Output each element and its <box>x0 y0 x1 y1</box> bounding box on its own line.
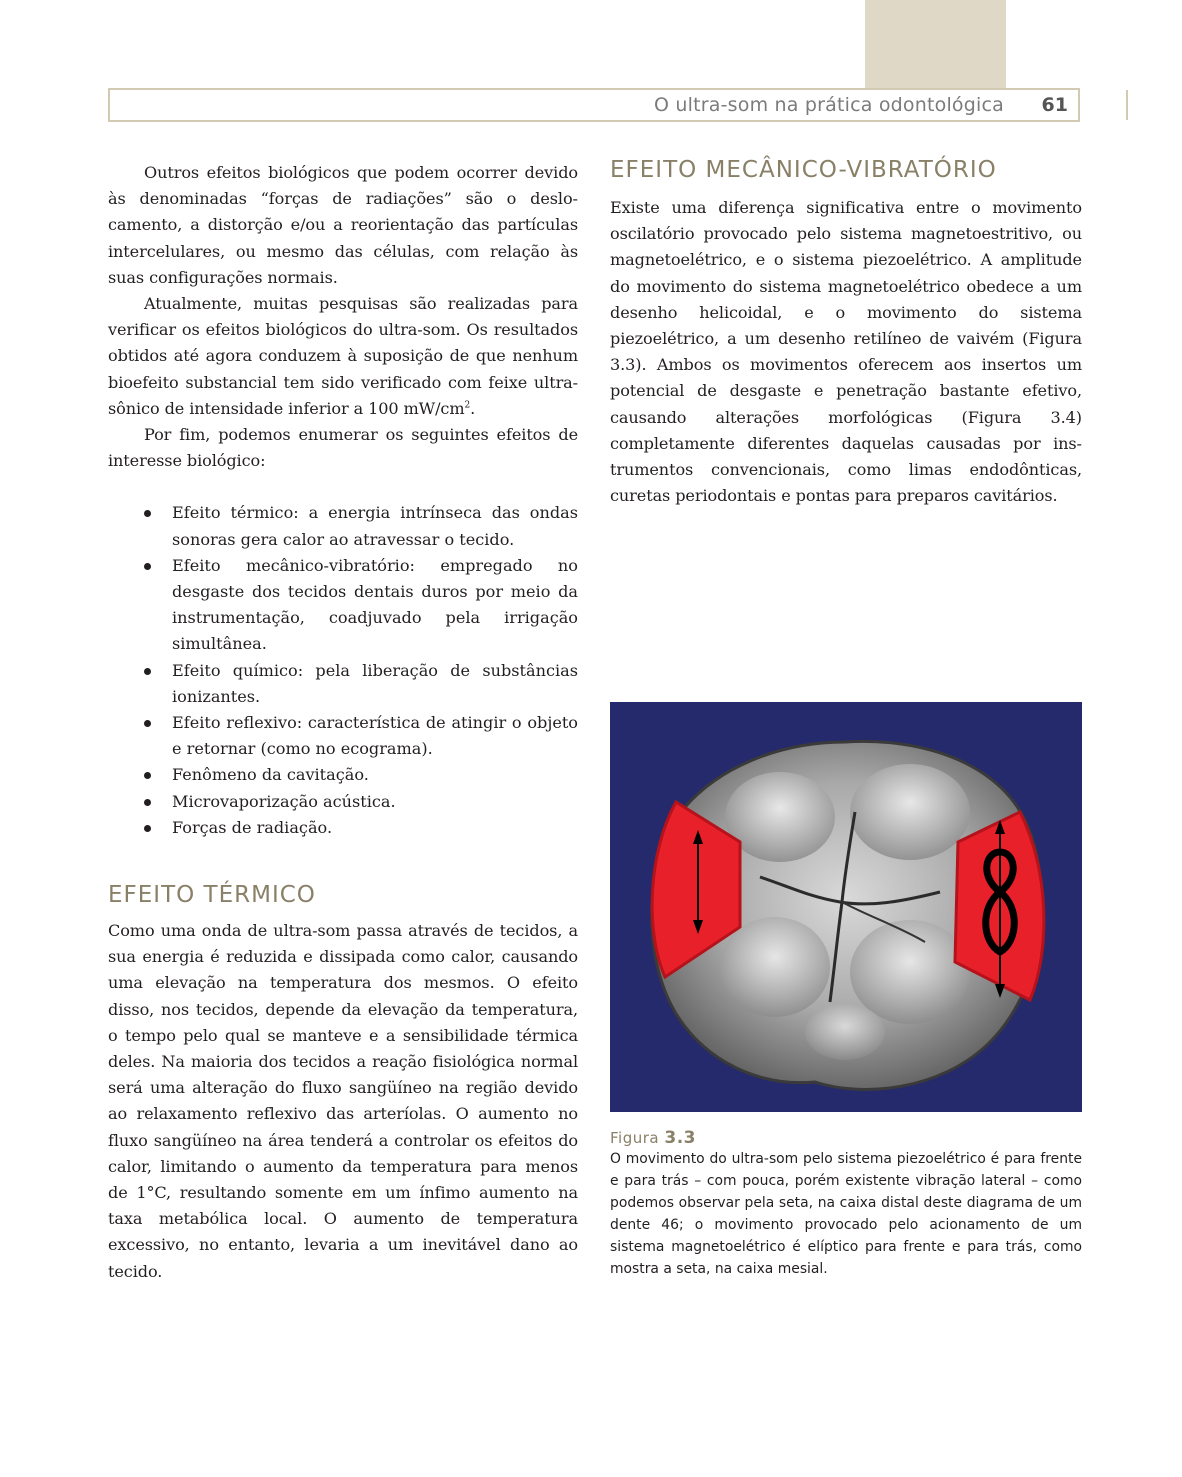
figure-label-number: 3.3 <box>664 1128 696 1148</box>
right-column <box>610 155 1082 509</box>
heading-efeito-termico: EFEITO TÉRMICO <box>108 882 316 908</box>
cusp <box>850 764 970 860</box>
paragraph-research <box>108 291 578 422</box>
header-divider <box>1126 90 1128 120</box>
cusp <box>805 1004 885 1060</box>
figure-caption-text: O movimento do ultra-som pelo sistema piezoelétrico é para frente e para trás – com pouca, porém existente vibração lateral – como podemos observar pela seta, na caixa distal deste diagrama de um dente 46; o movimento provocado pelo acionamento de um sistema magnetoelétrico é elíptico para frente e para trás, como mostra a seta, na caixa mesial. <box>610 1151 1082 1277</box>
paragraph-enumerate: Por fim, podemos enumerar os seguintes efeitos de interesse biológico: <box>108 425 578 471</box>
heading-efeito-mecanico: EFEITO MECÂNICO-VIBRATÓRIO <box>610 157 997 183</box>
list-item: Efeito químico: pela liberação de substâncias ionizantes. <box>108 658 578 710</box>
list-item: Efeito reflexivo: característica de atingir o objeto e retornar (como no ecograma). <box>108 710 578 762</box>
paragraph-mecanico: Existe uma diferença significativa entre o movimento oscilatório provocado pelo sistema magnetoestritivo, ou magnetoelétrico, e o sistema piezoelétrico. A amplitude do movimento do sistema magnetoelétrico obedece a um desenho helicoidal, e o movimento do sistema piezoelétrico, a um desenho retilíneo de vaivém (Figura 3.3). Ambos os movimentos oferecem aos insertos um potencial de desgaste e penetração bastante efetivo, causando alterações morfológicas (Figura 3.4) completamente diferentes daquelas causadas por instrumentos convencionais, como limas endodônticas, curetas periodontais e pontas para preparos cavitários. <box>610 198 1082 506</box>
page-tab <box>865 0 1006 88</box>
figure-caption <box>610 1128 1082 1280</box>
superscript-two: 2 <box>464 400 471 411</box>
paragraph-termico: Como uma onda de ultra-som passa através de tecidos, a sua energia é reduzida e dissipada como calor, causando uma elevação na temperatura dos mesmos. O efeito disso, nos tecidos, depende da elevação da temperatura, o tempo pelo qual se manteve e a sensibilidade térmica deles. Na maioria dos tecidos a reação fisiológica normal será uma alteração do fluxo sangüíneo na região devido ao relaxamento reflexivo das arteríolas. O aumento no fluxo sangüíneo na área tenderá a controlar os efeitos do calor, limitando o aumento da temperatura para menos de 1°C, resultando somente em um ínfimo aumento na taxa metabólica local. O aumento de temperatura excessivo, no entanto, levaria a um inevitável dano ao tecido. <box>108 921 578 1281</box>
effects-list <box>108 500 578 841</box>
left-column <box>108 160 578 841</box>
list-item: Microvaporização acústica. <box>108 789 578 815</box>
figure-label <box>610 1128 1082 1148</box>
paragraph-radiation-forces: Outros efeitos biológicos que podem ocorrer devido às denominadas “forças de radiações” são o deslocamento, a distorção e/ou a reorientação das partículas intercelulares, ou mesmo das células, com relação às suas configurações normais. <box>108 163 578 287</box>
page-number: 61 <box>1041 94 1068 116</box>
termico-column <box>108 918 578 1285</box>
cusp <box>850 920 970 1024</box>
paragraph-research-text: Atualmente, muitas pesquisas são realizadas para verificar os efeitos biológicos do ultra-som. Os resultados obtidos até agora conduzem à suposição de que nenhum bioefeito substancial tem sido verificado com feixe ultra-sônico de intensidade inferior a 100 mW/cm <box>108 294 578 418</box>
running-header <box>108 88 1080 122</box>
list-item: Efeito térmico: a energia intrínseca das ondas sonoras gera calor ao atravessar o tecido. <box>108 500 578 552</box>
running-header-title: O ultra-som na prática odontológica <box>653 94 1004 116</box>
cusp <box>720 917 830 1017</box>
list-item: Forças de radiação. <box>108 815 578 841</box>
paragraph-research-end: . <box>470 398 476 418</box>
list-item: Fenômeno da cavitação. <box>108 762 578 788</box>
figure-label-prefix: Figura <box>610 1129 660 1147</box>
tooth-diagram-svg <box>610 702 1082 1112</box>
list-item: Efeito mecânico-vibratório: empregado no desgaste dos tecidos dentais duros por meio da instrumentação, coadjuvado pela irrigação simultânea. <box>108 553 578 658</box>
figure-tooth-diagram <box>610 702 1082 1112</box>
